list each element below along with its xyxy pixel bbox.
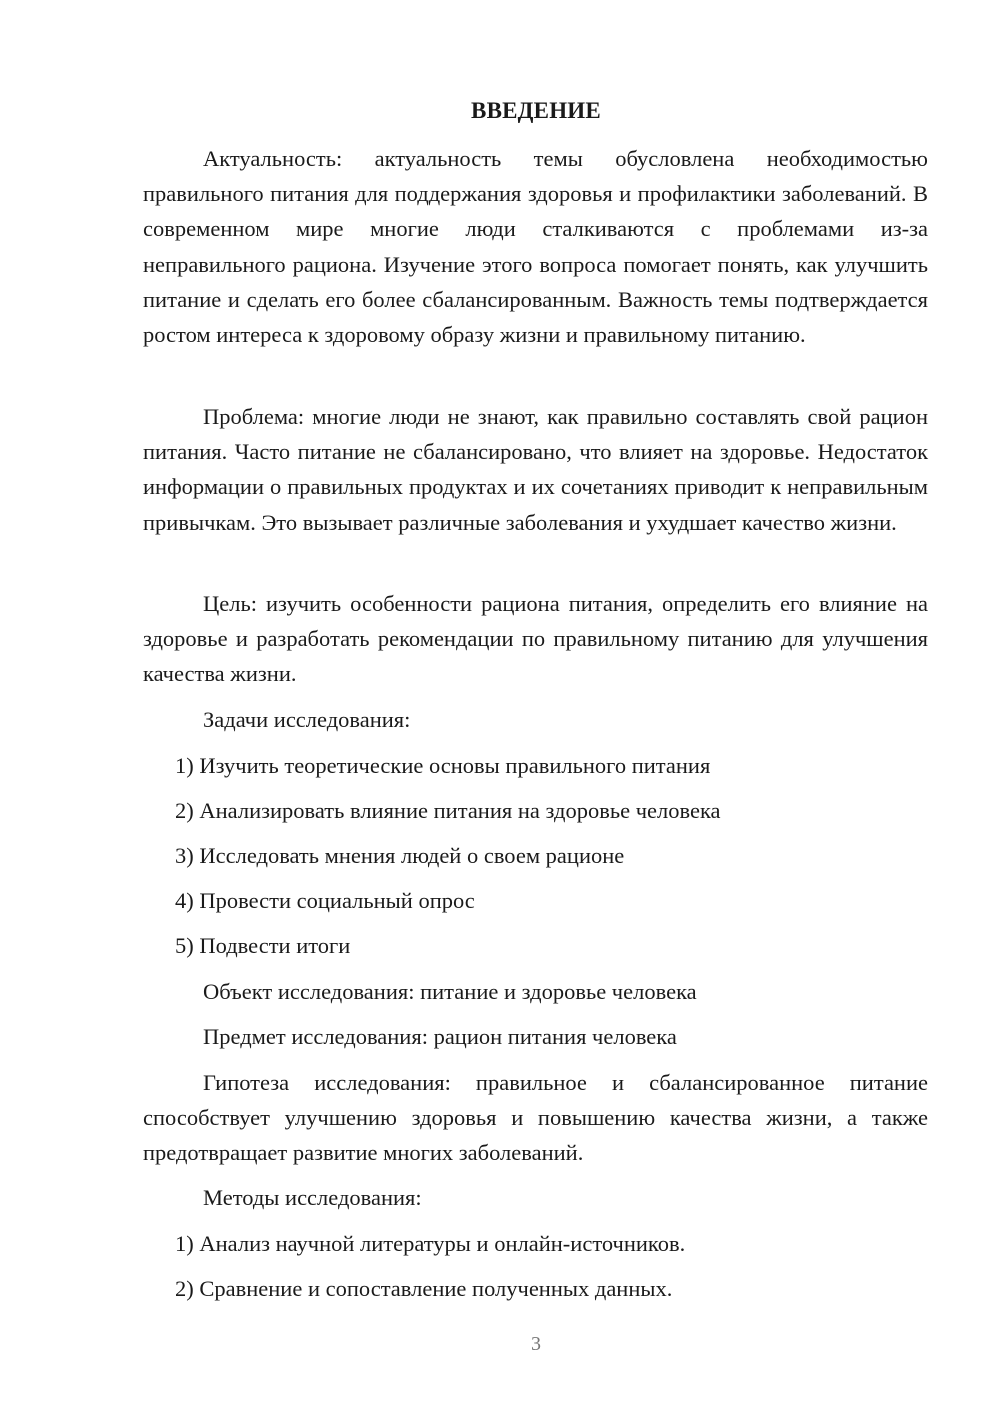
- task-item: 5) Подвести итоги: [175, 933, 351, 958]
- task-item: 3) Исследовать мнения людей о своем рационе: [175, 843, 625, 868]
- page-number: 3: [531, 1333, 541, 1355]
- tasks-heading: Задачи исследования:: [203, 707, 411, 732]
- task-item: 1) Изучить теоретические основы правильного питания: [175, 753, 711, 778]
- problem-block: [143, 399, 928, 540]
- relevance-paragraph: Актуальность: актуальность темы обусловлена необходимостью правильного питания для поддержания здоровья и профилактики заболеваний. В современном мире многие люди сталкиваются с проблемами из-за неправильного рациона. Изучение этого вопроса помогает понять, как улучшить питание и сделать его более сбалансированным. Важность темы подтверждается ростом интереса к здоровому образу жизни и правильному питанию.: [143, 146, 928, 348]
- goal-paragraph: Цель: изучить особенности рациона питания, определить его влияние на здоровье и разработать рекомендации по правильному питанию для улучшения качества жизни.: [143, 591, 928, 687]
- method-item: 2) Сравнение и сопоставление полученных данных.: [175, 1276, 673, 1301]
- task-item: 4) Провести социальный опрос: [175, 888, 475, 913]
- problem-paragraph: Проблема: многие люди не знают, как правильно составлять свой рацион питания. Часто питание не сбалансировано, что влияет на здоровье. Недостаток информации о правильных продуктах и их сочетаниях приводит к неправильным привычкам. Это вызывает различные заболевания и ухудшает качество жизни.: [143, 404, 928, 535]
- method-item: 1) Анализ научной литературы и онлайн-источников.: [175, 1231, 686, 1256]
- research-object: Объект исследования: питание и здоровье человека: [203, 979, 697, 1004]
- hypothesis-paragraph: Гипотеза исследования: правильное и сбалансированное питание способствует улучшению здоровья и повышению качества жизни, а также предотвращает развитие многих заболеваний.: [143, 1070, 928, 1166]
- relevance-block: [143, 141, 928, 352]
- hypothesis-block: [143, 1065, 928, 1171]
- research-subject: Предмет исследования: рацион питания человека: [203, 1024, 677, 1049]
- section-title: ВВЕДЕНИЕ: [471, 98, 601, 123]
- methods-heading: Методы исследования:: [203, 1185, 422, 1210]
- goal-block: [143, 586, 928, 692]
- task-item: 2) Анализировать влияние питания на здоровье человека: [175, 798, 721, 823]
